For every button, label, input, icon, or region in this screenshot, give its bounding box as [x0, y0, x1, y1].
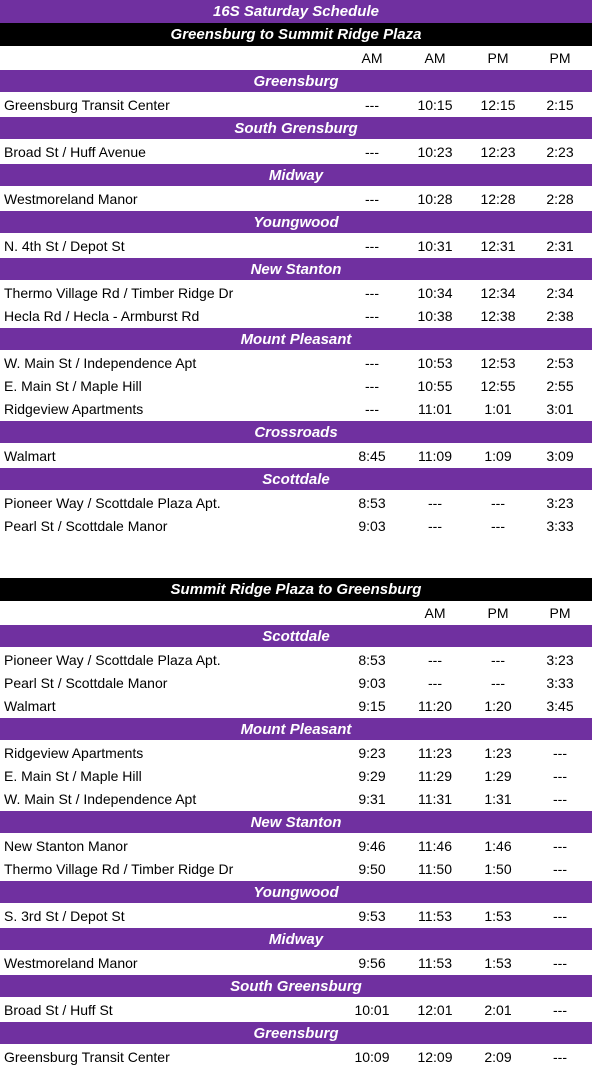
stop-name: New Stanton Manor — [4, 838, 128, 854]
departure-time: --- — [365, 401, 379, 417]
stop-row — [0, 998, 592, 1021]
departure-time: 9:03 — [358, 675, 386, 691]
departure-time: 1:50 — [484, 861, 512, 877]
departure-time: 11:31 — [418, 791, 452, 807]
section-header: New Stanton — [0, 810, 592, 834]
departure-time: --- — [428, 652, 442, 668]
departure-time: 10:34 — [417, 285, 453, 301]
departure-time: --- — [553, 1049, 567, 1065]
section-header: Midway — [0, 163, 592, 187]
departure-time: 12:31 — [480, 238, 516, 254]
departure-time: 2:15 — [546, 97, 574, 113]
departure-time: --- — [553, 745, 567, 761]
stop-row — [0, 648, 592, 671]
section-header: Scottdale — [0, 624, 592, 648]
stop-name: Greensburg Transit Center — [4, 1049, 170, 1065]
departure-time: 9:46 — [358, 838, 386, 854]
departure-time: 10:01 — [354, 1002, 390, 1018]
departure-time: 12:23 — [480, 144, 516, 160]
departure-time: 9:15 — [358, 698, 386, 714]
departure-time: 12:38 — [480, 308, 516, 324]
departure-time: 3:01 — [546, 401, 574, 417]
departure-time: 2:55 — [546, 378, 574, 394]
stop-row — [0, 951, 592, 974]
stop-row — [0, 671, 592, 694]
departure-time: 9:29 — [358, 768, 386, 784]
departure-time: --- — [365, 285, 379, 301]
departure-time: --- — [365, 238, 379, 254]
departure-time: 9:56 — [358, 955, 386, 971]
stop-row — [0, 491, 592, 514]
departure-time: --- — [428, 675, 442, 691]
column-header: AM — [424, 50, 446, 66]
departure-time: 3:23 — [546, 652, 574, 668]
section-header: South Greensburg — [0, 974, 592, 998]
stop-row — [0, 857, 592, 880]
section-header: Greensburg — [0, 1021, 592, 1045]
departure-time: 11:20 — [418, 698, 452, 714]
departure-time: --- — [428, 518, 442, 534]
stop-name: Pearl St / Scottdale Manor — [4, 675, 168, 691]
departure-time: 2:23 — [546, 144, 574, 160]
departure-time: 1:29 — [484, 768, 512, 784]
route-direction-title: Greensburg to Summit Ridge Plaza — [0, 23, 592, 46]
section-header: Youngwood — [0, 880, 592, 904]
departure-time: 12:09 — [417, 1049, 453, 1065]
section-header: South Grensburg — [0, 116, 592, 140]
departure-time: 8:45 — [358, 448, 386, 464]
stop-name: Greensburg Transit Center — [4, 97, 170, 113]
page-title: 16S Saturday Schedule — [0, 0, 592, 23]
departure-time: --- — [428, 495, 442, 511]
departure-time: 12:15 — [480, 97, 516, 113]
column-header: AM — [361, 50, 383, 66]
schedule-body — [0, 624, 592, 1068]
departure-time: 1:46 — [484, 838, 512, 854]
departure-time: --- — [553, 791, 567, 807]
section-header: Crossroads — [0, 420, 592, 444]
stop-row — [0, 764, 592, 787]
departure-time: 10:28 — [417, 191, 453, 207]
stop-name: E. Main St / Maple Hill — [4, 768, 142, 784]
departure-time: 2:53 — [546, 355, 574, 371]
departure-time: 11:01 — [418, 401, 452, 417]
departure-time: 11:50 — [418, 861, 452, 877]
stop-row — [0, 351, 592, 374]
stop-row — [0, 741, 592, 764]
schedule-inbound — [0, 578, 592, 1068]
stop-row — [0, 787, 592, 810]
departure-time: 10:53 — [417, 355, 453, 371]
departure-time: 11:29 — [418, 768, 452, 784]
departure-time: --- — [553, 1002, 567, 1018]
stop-name: Ridgeview Apartments — [4, 401, 144, 417]
departure-time: --- — [365, 97, 379, 113]
departure-time: --- — [491, 652, 505, 668]
stop-row — [0, 187, 592, 210]
section-header: Youngwood — [0, 210, 592, 234]
column-header: PM — [549, 50, 571, 66]
departure-time: 9:03 — [358, 518, 386, 534]
departure-time: 11:09 — [418, 448, 452, 464]
departure-time: 1:20 — [484, 698, 512, 714]
stop-name: E. Main St / Maple Hill — [4, 378, 142, 394]
departure-time: 10:23 — [417, 144, 453, 160]
departure-time: 2:34 — [546, 285, 574, 301]
departure-time: 2:01 — [484, 1002, 512, 1018]
stop-row — [0, 904, 592, 927]
departure-time: 1:53 — [484, 908, 512, 924]
schedule-body — [0, 69, 592, 537]
departure-time: 12:34 — [480, 285, 516, 301]
section-header: Mount Pleasant — [0, 327, 592, 351]
stop-name: Pioneer Way / Scottdale Plaza Apt. — [4, 652, 221, 668]
departure-time: --- — [365, 378, 379, 394]
departure-time: 2:28 — [546, 191, 574, 207]
departure-time: --- — [365, 355, 379, 371]
departure-time: --- — [365, 308, 379, 324]
departure-time: 12:01 — [417, 1002, 453, 1018]
departure-time: 10:31 — [417, 238, 453, 254]
departure-time: 9:53 — [358, 908, 386, 924]
departure-time: --- — [553, 955, 567, 971]
departure-time: 11:53 — [418, 955, 452, 971]
stop-name: Broad St / Huff Avenue — [4, 144, 146, 160]
departure-time: 3:33 — [546, 518, 574, 534]
departure-time: 3:09 — [546, 448, 574, 464]
column-header: PM — [549, 605, 571, 621]
departure-time: 8:53 — [358, 495, 386, 511]
stop-row — [0, 694, 592, 717]
column-header: PM — [487, 605, 509, 621]
column-header-row — [0, 46, 592, 69]
departure-time: 12:53 — [480, 355, 516, 371]
departure-time: 8:53 — [358, 652, 386, 668]
section-header: Greensburg — [0, 69, 592, 93]
departure-time: --- — [365, 144, 379, 160]
departure-time: 1:09 — [484, 448, 512, 464]
stop-name: Walmart — [4, 448, 56, 464]
departure-time: --- — [491, 675, 505, 691]
stop-row — [0, 397, 592, 420]
departure-time: 11:53 — [418, 908, 452, 924]
stop-name: W. Main St / Independence Apt — [4, 355, 197, 371]
stop-row — [0, 444, 592, 467]
departure-time: --- — [553, 861, 567, 877]
departure-time: 9:31 — [358, 791, 386, 807]
departure-time: --- — [553, 768, 567, 784]
departure-time: 11:23 — [418, 745, 452, 761]
stop-name: N. 4th St / Depot St — [4, 238, 125, 254]
stop-row — [0, 834, 592, 857]
stop-row — [0, 234, 592, 257]
stop-row — [0, 93, 592, 116]
stop-name: Broad St / Huff St — [4, 1002, 113, 1018]
stop-name: W. Main St / Independence Apt — [4, 791, 197, 807]
departure-time: 2:09 — [484, 1049, 512, 1065]
departure-time: 12:55 — [480, 378, 516, 394]
stop-row — [0, 1045, 592, 1068]
stop-name: Hecla Rd / Hecla - Armburst Rd — [4, 308, 200, 324]
stop-name: Westmoreland Manor — [4, 191, 138, 207]
departure-time: 11:46 — [418, 838, 452, 854]
departure-time: 2:31 — [546, 238, 574, 254]
departure-time: 3:33 — [546, 675, 574, 691]
departure-time: --- — [553, 908, 567, 924]
section-header: Scottdale — [0, 467, 592, 491]
departure-time: --- — [365, 191, 379, 207]
departure-time: 10:15 — [417, 97, 453, 113]
departure-time: 10:55 — [417, 378, 453, 394]
route-direction-title: Summit Ridge Plaza to Greensburg — [0, 578, 592, 601]
departure-time: 3:23 — [546, 495, 574, 511]
stop-name: Westmoreland Manor — [4, 955, 138, 971]
stop-name: Pearl St / Scottdale Manor — [4, 518, 168, 534]
departure-time: 3:45 — [546, 698, 574, 714]
stop-name: Walmart — [4, 698, 56, 714]
section-header: Midway — [0, 927, 592, 951]
stop-name: Pioneer Way / Scottdale Plaza Apt. — [4, 495, 221, 511]
stop-row — [0, 374, 592, 397]
departure-time: 2:38 — [546, 308, 574, 324]
departure-time: 9:23 — [358, 745, 386, 761]
departure-time: 1:01 — [484, 401, 512, 417]
departure-time: 1:31 — [484, 791, 512, 807]
departure-time: 1:53 — [484, 955, 512, 971]
stop-name: Thermo Village Rd / Timber Ridge Dr — [4, 861, 234, 877]
section-header: Mount Pleasant — [0, 717, 592, 741]
stop-row — [0, 281, 592, 304]
stop-name: Ridgeview Apartments — [4, 745, 144, 761]
column-header: AM — [424, 605, 446, 621]
stop-name: Thermo Village Rd / Timber Ridge Dr — [4, 285, 234, 301]
column-header-row — [0, 601, 592, 624]
departure-time: --- — [491, 518, 505, 534]
column-header: PM — [487, 50, 509, 66]
departure-time: 1:23 — [484, 745, 512, 761]
stop-name: S. 3rd St / Depot St — [4, 908, 125, 924]
departure-time: 10:38 — [417, 308, 453, 324]
departure-time: 10:09 — [354, 1049, 390, 1065]
departure-time: 9:50 — [358, 861, 386, 877]
departure-time: --- — [553, 838, 567, 854]
stop-row — [0, 140, 592, 163]
section-header: New Stanton — [0, 257, 592, 281]
departure-time: --- — [491, 495, 505, 511]
stop-row — [0, 304, 592, 327]
stop-row — [0, 514, 592, 537]
departure-time: 12:28 — [480, 191, 516, 207]
